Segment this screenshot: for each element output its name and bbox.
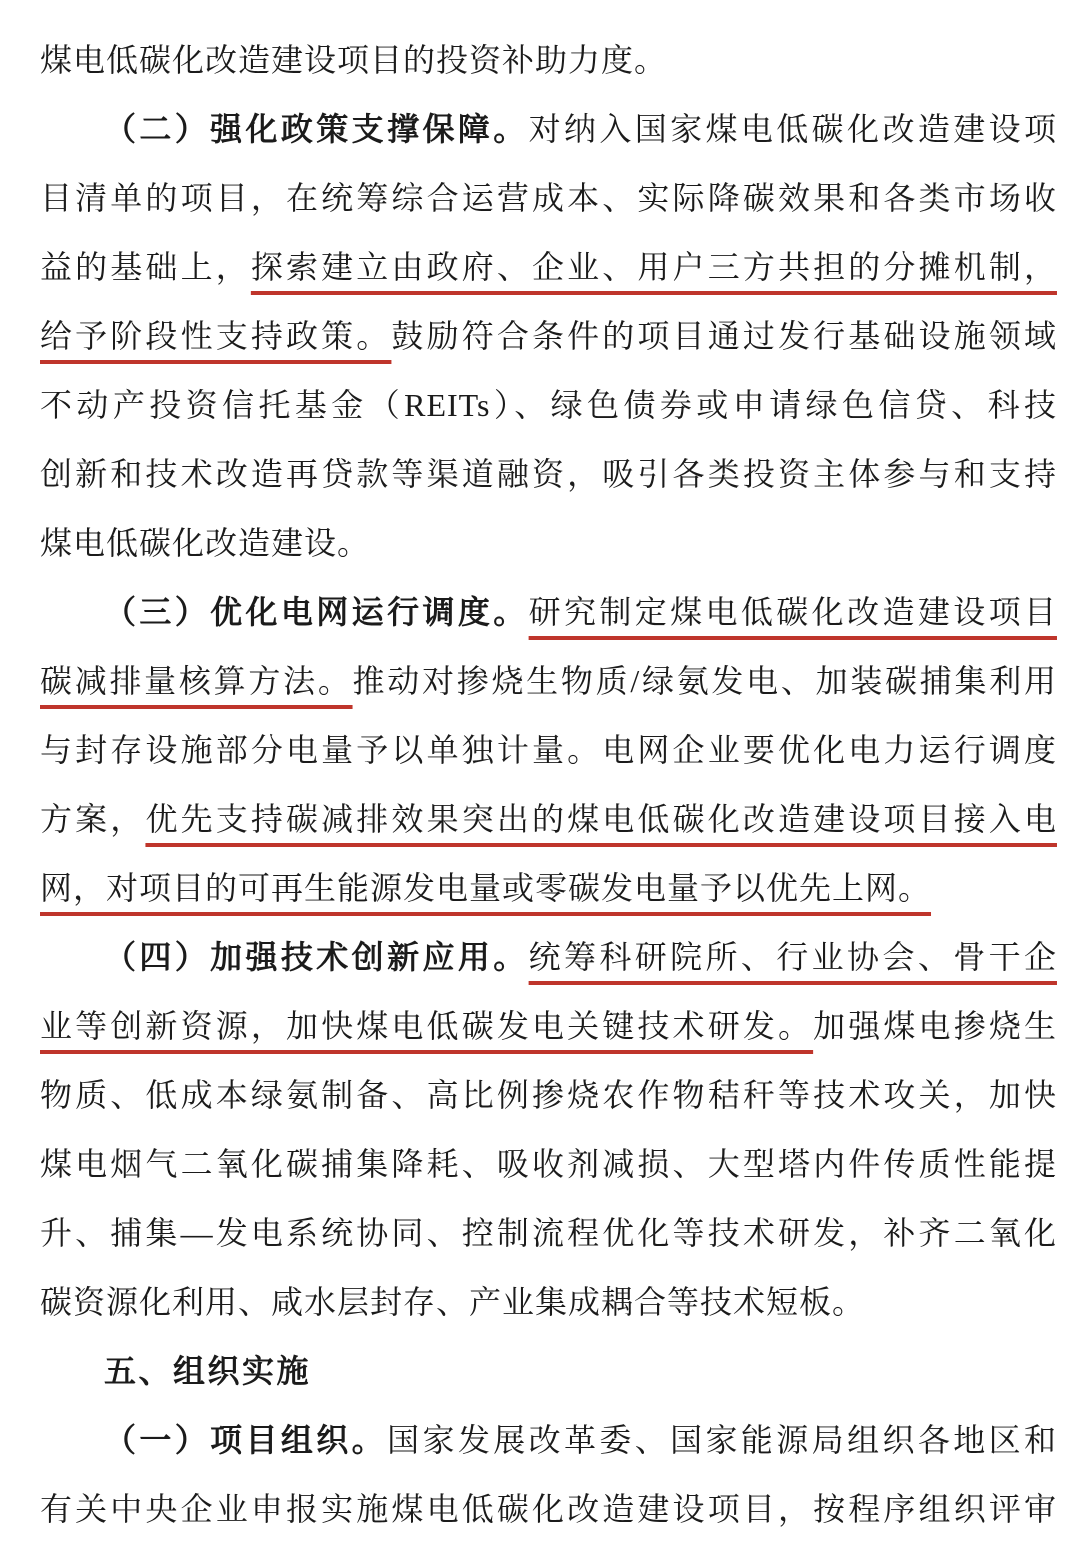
body-text: 创新和技术改造再贷款等渠道融资，吸引各类投资主体参与和支持: [40, 456, 1057, 492]
text-line: [40, 1268, 1057, 1337]
body-text: 加强煤电掺烧生: [813, 1008, 1057, 1044]
text-line: [40, 371, 1057, 440]
text-line: [40, 95, 1057, 164]
text-line: [40, 854, 1057, 923]
body-text: 煤电烟气二氧化碳捕集降耗、吸收剂减损、大型塔内件传质性能提: [40, 1146, 1057, 1182]
body-text: 煤电低碳化改造建设项目的投资补助力度。: [40, 42, 668, 78]
text-line: [40, 1337, 1057, 1406]
text-line: [40, 1406, 1057, 1475]
section-heading-text: （四）加强技术创新应用。: [104, 939, 529, 975]
body-text: 有关中央企业申报实施煤电低碳化改造建设项目，按程序组织评审: [40, 1491, 1057, 1527]
body-text: 国家发展改革委、国家能源局组织各地区和: [387, 1422, 1057, 1458]
text-line: [40, 647, 1057, 716]
red-underlined-text: 统筹科研院所、行业协会、骨干企: [528, 939, 1057, 975]
section-heading-text: （一）项目组织。: [104, 1422, 388, 1458]
red-underlined-text: 给予阶段性支持政策。: [40, 318, 392, 354]
text-line: [40, 716, 1057, 785]
body-text: 方案，: [40, 801, 146, 837]
body-text: 物质、低成本绿氨制备、高比例掺烧农作物秸秆等技术攻关，加快: [40, 1077, 1057, 1113]
text-line: [40, 578, 1057, 647]
body-text: 升、捕集—发电系统协同、控制流程优化等技术研发，补齐二氧化: [40, 1215, 1057, 1251]
text-line: [40, 164, 1057, 233]
text-line: [40, 992, 1057, 1061]
section-heading-text: （三）优化电网运行调度。: [104, 594, 529, 630]
body-text: 碳资源化利用、咸水层封存、产业集成耦合等技术短板。: [40, 1284, 866, 1320]
body-text: 与封存设施部分电量予以单独计量。电网企业要优化电力运行调度: [40, 732, 1057, 768]
text-line: [40, 302, 1057, 371]
text-line: [40, 1475, 1057, 1544]
red-underlined-text: 探索建立由政府、企业、用户三方共担的分摊机制，: [250, 249, 1057, 285]
document-content: [40, 26, 1057, 1544]
body-text: 不动产投资信托基金（REITs）、绿色债券或申请绿色信贷、科技: [40, 387, 1057, 423]
text-line: [40, 233, 1057, 302]
red-underlined-text: 业等创新资源，加快煤电低碳发电关键技术研发。: [40, 1008, 814, 1044]
body-text: 对纳入国家煤电低碳化改造建设项: [528, 111, 1057, 147]
text-line: [40, 785, 1057, 854]
chapter-heading-text: 五、组织实施: [104, 1353, 312, 1389]
body-text: 煤电低碳化改造建设。: [40, 525, 371, 561]
red-underlined-text: 碳减排量核算方法。: [40, 663, 353, 699]
body-text: 鼓励符合条件的项目通过发行基础设施领域: [391, 318, 1057, 354]
text-line: [40, 1061, 1057, 1130]
text-line: [40, 1130, 1057, 1199]
red-underlined-text: 优先支持碳减排效果突出的煤电低碳化改造建设项目接入电: [145, 801, 1057, 837]
red-underlined-text: 网，对项目的可再生能源发电量或零碳发电量予以优先上网。: [40, 870, 932, 906]
text-line: [40, 923, 1057, 992]
text-line: [40, 440, 1057, 509]
body-text: 推动对掺烧生物质/绿氨发电、加装碳捕集利用: [352, 663, 1057, 699]
text-line: [40, 1199, 1057, 1268]
red-underlined-text: 研究制定煤电低碳化改造建设项目: [528, 594, 1057, 630]
body-text: 益的基础上，: [40, 249, 251, 285]
text-line: [40, 509, 1057, 578]
text-line: [40, 26, 1057, 95]
section-heading-text: （二）强化政策支撑保障。: [104, 111, 529, 147]
body-text: 目清单的项目，在统筹综合运营成本、实际降碳效果和各类市场收: [40, 180, 1057, 216]
